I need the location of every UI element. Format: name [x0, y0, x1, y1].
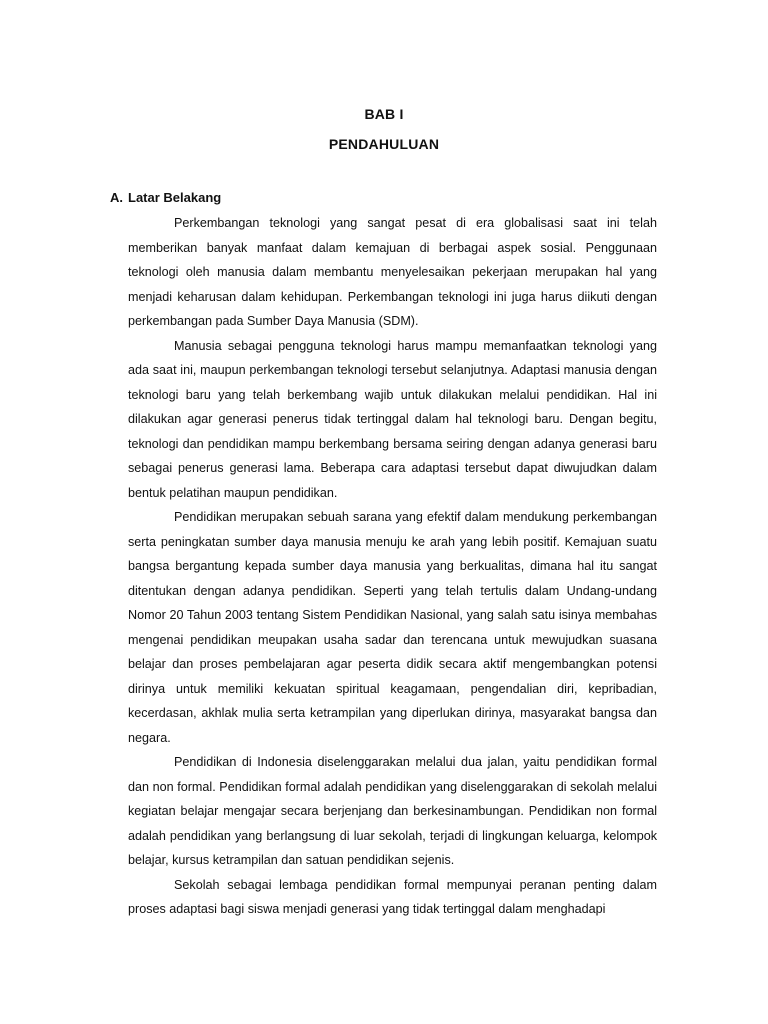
paragraph: Pendidikan merupakan sebuah sarana yang efektif dalam mendukung perkembangan serta peningkatan sumber daya manusia menuju ke arah yang lebih positif. Kemajuan suatu bangsa bergantung kepada sumber daya manusia yang berkualitas, dimana hal itu sangat ditentukan dengan adanya pendidikan. Seperti yang telah tertulis dalam Undang-undang Nomor 20 Tahun 2003 tentang Sistem Pendidikan Nasional, yang salah satu isinya membahas mengenai pendidikan meupakan usaha sadar dan terencana untuk mewujudkan suasana belajar dan proses pembelajaran agar peserta didik secara aktif mengembangkan potensi dirinya untuk memiliki kekuatan spiritual keagamaan, pengendalian diri, kepribadian, kecerdasan, akhlak mulia serta ketrampilan yang diperlukan dirinya, masyarakat bangsa dan negara.: [128, 510, 657, 745]
section-title: Latar Belakang: [128, 190, 222, 205]
paragraph: Sekolah sebagai lembaga pendidikan formal mempunyai peranan penting dalam proses adaptasi bagi siswa menjadi generasi yang tidak tertinggal dalam menghadapi: [128, 877, 657, 916]
paragraph: Manusia sebagai pengguna teknologi harus mampu memanfaatkan teknologi yang ada saat ini, maupun perkembangan teknologi tersebut selanjutnya. Adaptasi manusia dengan teknologi baru yang telah berkembang wajib untuk dilakukan melalui pendidikan. Hal ini dilakukan agar generasi penerus tidak tertinggal dalam hal teknologi baru. Dengan begitu, teknologi dan pendidikan mampu berkembang bersama seiring dengan adanya generasi baru sebagai penerus generasi lama. Beberapa cara adaptasi tersebut dapat diwujudkan dalam bentuk pelatihan maupun pendidikan.: [128, 338, 657, 500]
body-text: [128, 211, 657, 922]
paragraph: Pendidikan di Indonesia diselenggarakan melalui dua jalan, yaitu pendidikan formal dan non formal. Pendidikan formal adalah pendidikan yang diselenggarakan di sekolah melalui kegiatan belajar mengajar secara berjenjang dan berkesinambungan. Pendidikan non formal adalah pendidikan yang berlangsung di luar sekolah, terjadi di lingkungan keluarga, kelompok belajar, kursus ketrampilan dan satuan pendidikan sejenis.: [128, 755, 657, 867]
chapter-title: PENDAHULUAN: [328, 136, 440, 152]
chapter-number: BAB I: [364, 106, 404, 122]
paragraph: Perkembangan teknologi yang sangat pesat di era globalisasi saat ini telah memberikan banyak manfaat dalam kemajuan di berbagai aspek sosial. Penggunaan teknologi oleh manusia dalam membantu menyelesaikan pekerjaan merupakan hal yang menjadi keharusan dalam kehidupan. Perkembangan teknologi ini juga harus diikuti dengan perkembangan pada Sumber Daya Manusia (SDM).: [128, 216, 657, 328]
section-marker: A.: [110, 190, 123, 205]
section-heading: [110, 190, 221, 205]
